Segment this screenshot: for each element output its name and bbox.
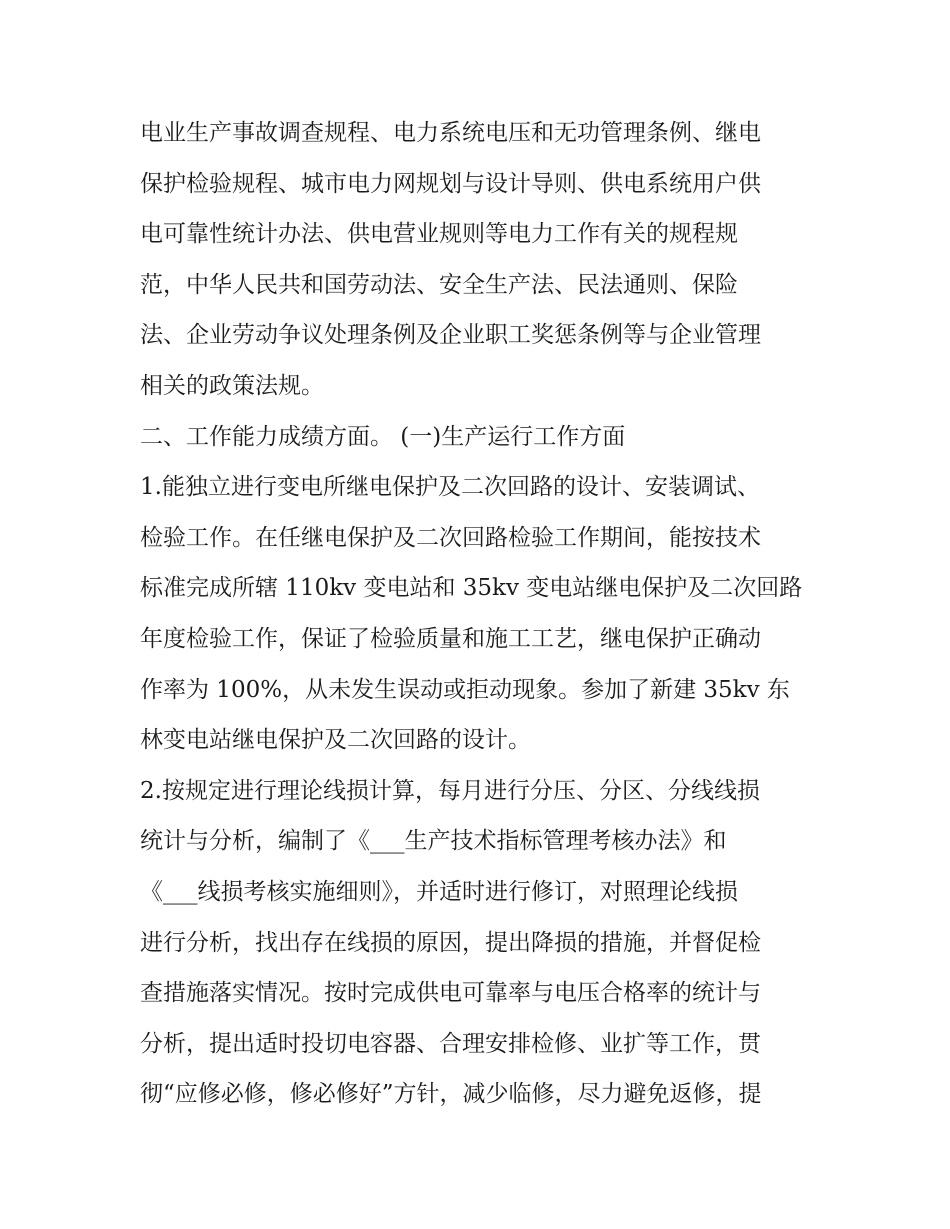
text-line: 保护检验规程、城市电力网规划与设计导则、供电系统用户供 xyxy=(140,170,761,197)
text-line: 范，中华人民共和国劳动法、安全生产法、民法通则、保险 xyxy=(140,271,738,298)
text-line: 统计与分析，编制了《___生产技术指标管理考核办法》和 xyxy=(140,828,727,855)
text-line: 标准完成所辖 110kv 变电站和 35kv 变电站继电保护及二次回路 xyxy=(140,575,803,602)
text-line: 《___线损考核实施细则》，并适时进行修订，对照理论线损 xyxy=(140,878,738,905)
section-heading: 二、工作能力成绩方面。 (一)生产运行工作方面 xyxy=(140,423,626,450)
text-line: 1.能独立进行变电所继电保护及二次回路的设计、安装调试、 xyxy=(140,474,760,501)
text-line: 检验工作。在任继电保护及二次回路检验工作期间，能按技术 xyxy=(140,524,761,551)
text-line: 作率为 100%，从未发生误动或拒动现象。参加了新建 35kv 东 xyxy=(140,676,790,703)
text-line: 法、企业劳动争议处理条例及企业职工奖惩条例等与企业管理 xyxy=(140,322,761,349)
text-line: 查措施落实情况。按时完成供电可靠率与电压合格率的统计与 xyxy=(140,980,761,1007)
text-line: 年度检验工作，保证了检验质量和施工工艺，继电保护正确动 xyxy=(140,625,761,652)
document-body xyxy=(140,108,820,1120)
text-line: 电可靠性统计办法、供电营业规则等电力工作有关的规程规 xyxy=(140,221,738,248)
text-line: 林变电站继电保护及二次回路的设计。 xyxy=(140,727,531,754)
text-line: 电业生产事故调查规程、电力系统电压和无功管理条例、继电 xyxy=(140,120,761,146)
text-line: 2.按规定进行理论线损计算，每月进行分压、分区、分线线损 xyxy=(140,777,760,804)
text-line: 分析，提出适时投切电容器、合理安排检修、业扩等工作，贯 xyxy=(140,1030,761,1057)
text-line: 彻“应修必修，修必修好”方针，减少临修，尽力避免返修，提 xyxy=(140,1081,762,1108)
text-line: 进行分析，找出存在线损的原因，提出降损的措施，并督促检 xyxy=(140,929,761,956)
text-line: 相关的政策法规。 xyxy=(140,372,324,399)
